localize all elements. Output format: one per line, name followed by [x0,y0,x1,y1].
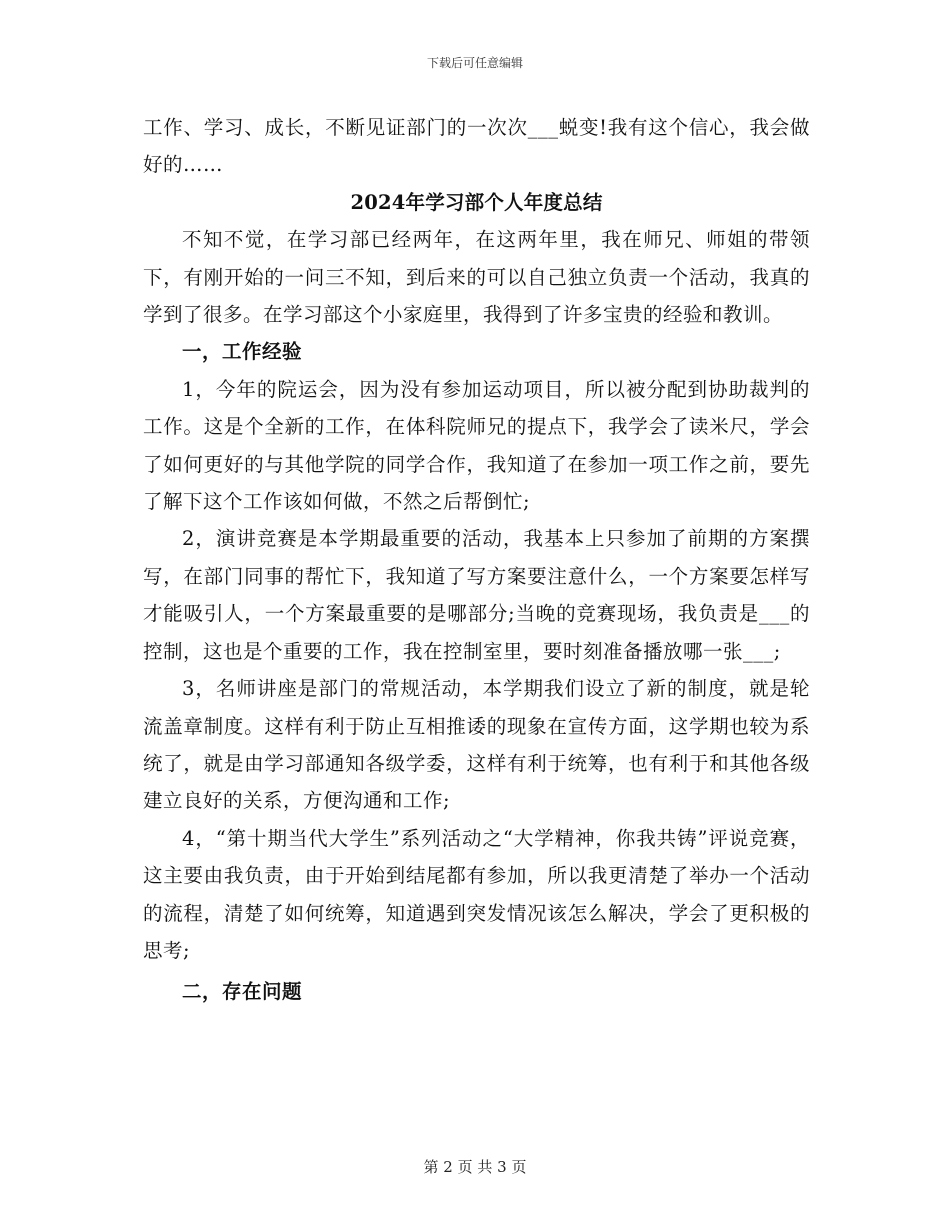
section-heading-work-experience: 一，工作经验 [182,340,303,364]
page-footer-number: 第 2 页 共 3 页 [423,1158,527,1176]
intro-paragraph: 工作、学习、成长，不断见证部门的一次次___蜕变!我有这个信心，我会做好的…… [143,116,810,177]
opening-paragraph: 不知不觉，在学习部已经两年，在这两年里，我在师兄、师姐的带领下，有刚开始的一问三不知，到后来的可以自己独立负责一个活动，我真的学到了很多。在学习部这个小家庭里，我得到了许多宝贵的经验和教训。 [143,228,810,327]
document-title: 2024年学习部个人年度总结 [350,190,603,214]
list-item-1: 1，今年的院运会，因为没有参加运动项目，所以被分配到协助裁判的工作。这是个全新的工作，在体科院师兄的提点下，我学会了读米尺，学会了如何更好的与其他学院的同学合作，我知道了在参加一项工作之前，要先了解下这个工作该如何做，不然之后帮倒忙; [143,377,810,514]
list-item-3: 3，名师讲座是部门的常规活动，本学期我们设立了新的制度，就是轮流盖章制度。这样有利于防止互相推诿的现象在宣传方面，这学期也较为系统了，就是由学习部通知各级学委，这样有利于统筹，也有利于和其他各级建立良好的关系，方便沟通和工作; [143,677,810,813]
section-heading-problems: 二，存在问题 [182,980,303,1004]
list-item-4: 4，“第十期当代大学生”系列活动之“大学精神，你我共铸”评说竞赛，这主要由我负责，由于开始到结尾都有参加，所以我更清楚了举办一个活动的流程，清楚了如何统筹，知道遇到突发情况该怎么解决，学会了更积极的思考; [143,826,810,962]
list-item-2: 2，演讲竞赛是本学期最重要的活动，我基本上只参加了前期的方案撰写，在部门同事的帮忙下，我知道了写方案要注意什么，一个方案要怎样写才能吸引人，一个方案最重要的是哪部分;当晚的竞赛现场，我负责是___的控制，这也是个重要的工作，我在控制室里，要时刻准备播放哪一张___; [143,527,810,663]
document-body [143,109,810,1011]
page-header-note: 下载后可任意编辑 [426,56,523,70]
